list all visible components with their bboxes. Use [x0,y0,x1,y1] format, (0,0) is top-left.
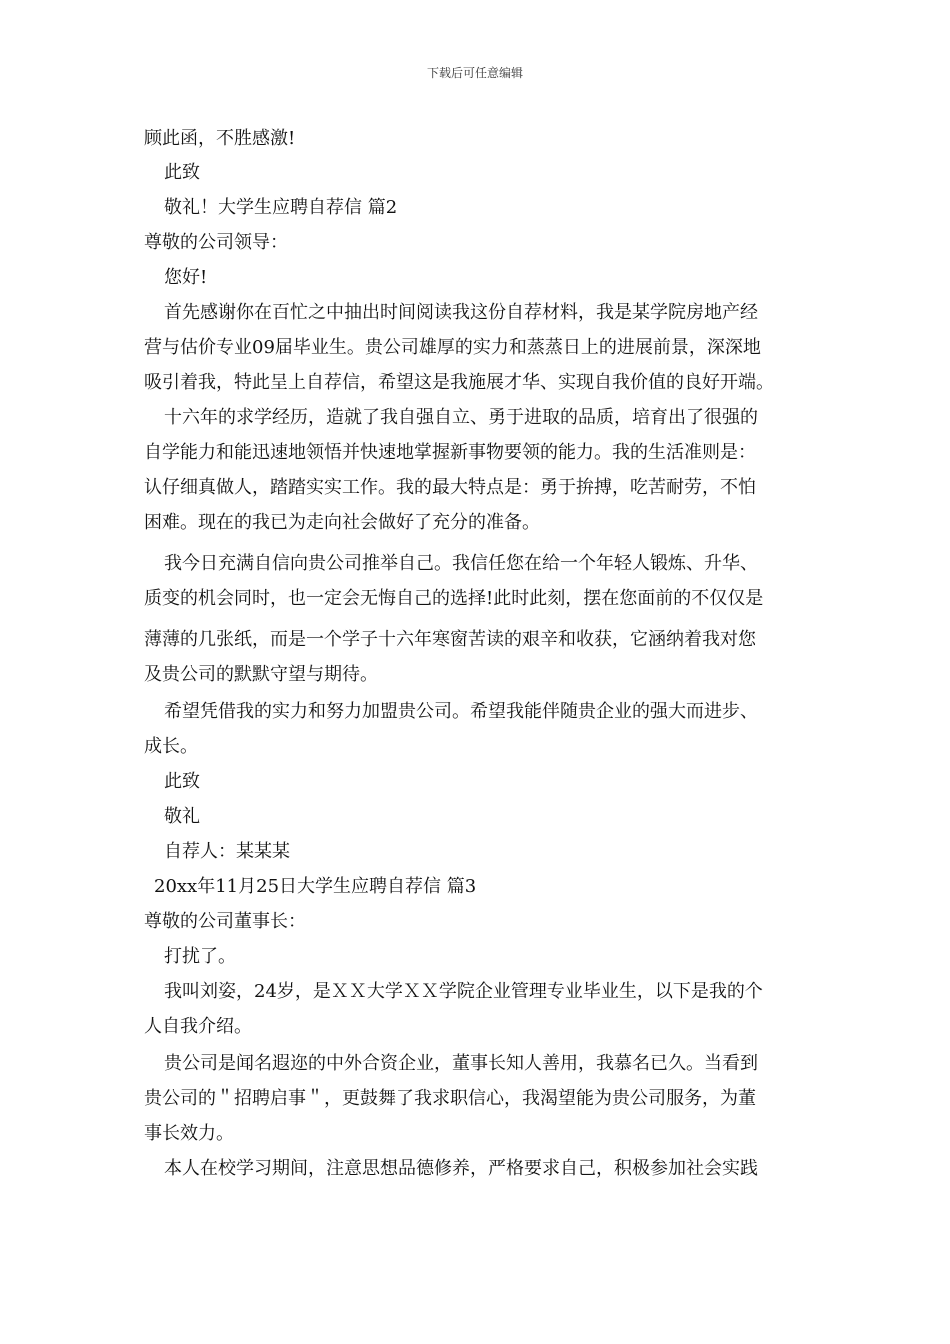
paragraph-line: 及贵公司的默默守望与期待。 [144,664,378,685]
paragraph-line: 事长效力。 [144,1123,234,1144]
paragraph-line: 此致 [164,771,200,792]
paragraph-line: 薄薄的几张纸，而是一个学子十六年寒窗苦读的艰辛和收获，它涵纳着我对您 [144,629,756,650]
paragraph-line: 贵公司是闻名遐迩的中外合资企业，董事长知人善用，我慕名已久。当看到 [164,1053,758,1074]
paragraph-line: 我叫刘姿，24岁，是ＸＸ大学ＸＸ学院企业管理专业毕业生，以下是我的个 [164,981,763,1002]
paragraph-line: 人自我介绍。 [144,1016,252,1037]
paragraph-line: 打扰了。 [164,946,236,967]
paragraph-line: 此致 [164,162,200,183]
paragraph-line: 认仔细真做人，踏踏实实工作。我的最大特点是：勇于拚搏，吃苦耐劳，不怕 [144,477,756,498]
paragraph-line: 首先感谢你在百忙之中抽出时间阅读我这份自荐材料，我是某学院房地产经 [164,302,758,323]
paragraph-line: 敬礼 [164,806,200,827]
paragraph-line: 成长。 [144,736,198,757]
paragraph-line: 十六年的求学经历，造就了我自强自立、勇于进取的品质，培育出了很强的 [164,407,758,428]
paragraph-line: 尊敬的公司董事长： [144,911,306,932]
paragraph-line: 贵公司的＂招聘启事＂，更鼓舞了我求职信心，我渴望能为贵公司服务，为董 [144,1088,756,1109]
page-header: 下载后可任意编辑 [426,66,523,80]
paragraph-line: 敬礼！大学生应聘自荐信 篇2 [164,197,398,218]
paragraph-line: 顾此函，不胜感激! [144,128,296,149]
paragraph-line: 希望凭借我的实力和努力加盟贵公司。希望我能伴随贵企业的强大而进步、 [164,701,758,722]
paragraph-line: 困难。现在的我已为走向社会做好了充分的准备。 [144,512,540,533]
paragraph-line: 营与估价专业09届毕业生。贵公司雄厚的实力和蒸蒸日上的进展前景，深深地 [144,337,761,358]
paragraph-line: 本人在校学习期间，注意思想品德修养，严格要求自己，积极参加社会实践 [164,1158,758,1179]
paragraph-line: 自荐人：某某某 [164,841,290,862]
paragraph-line: 自学能力和能迅速地领悟并快速地掌握新事物要领的能力。我的生活准则是： [144,442,756,463]
paragraph-line: 尊敬的公司领导： [144,232,288,253]
paragraph-line: 吸引着我，特此呈上自荐信，希望这是我施展才华、实现自我价值的良好开端。 [144,372,774,393]
paragraph-line: 您好! [164,267,208,288]
paragraph-line: 20xx年11月25日大学生应聘自荐信 篇3 [154,876,477,897]
paragraph-line: 质变的机会同时，也一定会无悔自己的选择!此时此刻，摆在您面前的不仅仅是 [144,588,764,609]
paragraph-line: 我今日充满自信向贵公司推举自己。我信任您在给一个年轻人锻炼、升华、 [164,553,758,574]
